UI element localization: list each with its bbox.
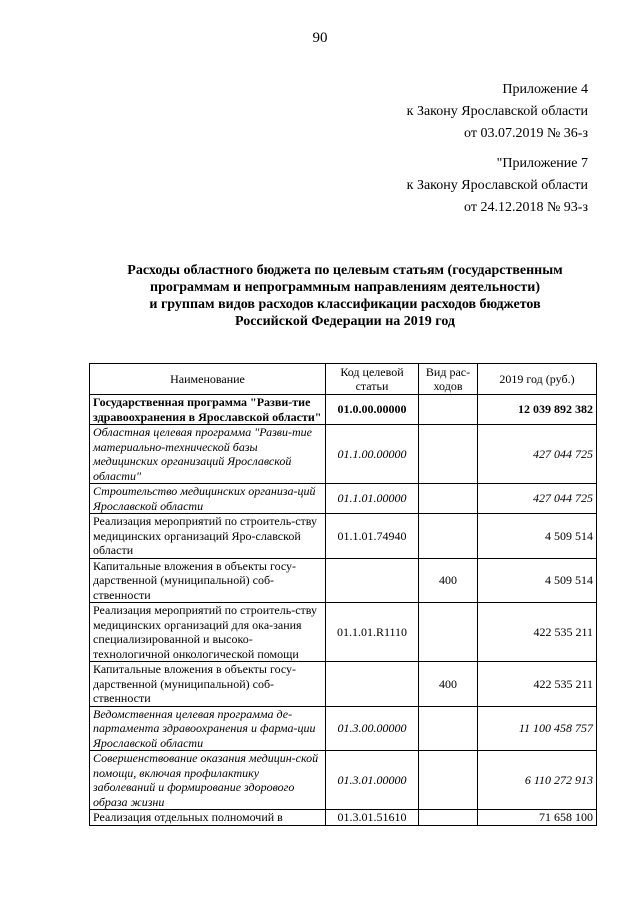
row-name-cell: Реализация отдельных полномочий в — [90, 810, 326, 826]
table-row — [90, 395, 597, 425]
row-kind-cell: 400 — [419, 662, 478, 707]
appendix-law-date: от 24.12.2018 № 93-з — [464, 200, 588, 215]
row-code-cell: 01.1.01.R1110 — [326, 603, 419, 662]
row-kind-cell — [419, 484, 478, 514]
row-kind-cell — [419, 395, 478, 425]
appendix-law-name: к Закону Ярославской области — [406, 178, 588, 193]
page-number: 90 — [312, 30, 328, 46]
table-row — [90, 514, 597, 559]
row-name-cell: Ведомственная целевая программа де-партамента здравоохранения и фарма-ции Ярославской области — [90, 706, 326, 751]
table-row — [90, 810, 597, 826]
row-amount-cell: 427 044 725 — [478, 425, 597, 484]
table-row — [90, 484, 597, 514]
header-code: Код целевой статьи — [326, 364, 419, 395]
appendix-original-reference — [407, 153, 588, 219]
row-amount-cell: 422 535 211 — [478, 603, 597, 662]
header-kind: Вид рас-ходов — [419, 364, 478, 395]
row-kind-cell — [419, 751, 478, 810]
row-code-cell: 01.1.00.00000 — [326, 425, 419, 484]
row-code-cell: 01.1.01.00000 — [326, 484, 419, 514]
row-amount-cell: 4 509 514 — [478, 514, 597, 559]
table-row — [90, 603, 597, 662]
row-code-cell: 01.3.00.00000 — [326, 706, 419, 751]
row-name-cell: Строительство медицинских организа-ций Ярославской области — [90, 484, 326, 514]
title-line: и группам видов расходов классификации расходов бюджетов — [149, 297, 541, 312]
row-amount-cell: 71 658 100 — [478, 810, 597, 826]
appendix-number: Приложение 4 — [502, 82, 588, 97]
row-kind-cell — [419, 603, 478, 662]
title-line: программам и непрограммным направлениям деятельности) — [150, 280, 540, 295]
row-kind-cell — [419, 810, 478, 826]
row-name-cell: Капитальные вложения в объекты госу-дарственной (муниципальной) соб-ственности — [90, 558, 326, 603]
table-row — [90, 558, 597, 603]
row-name-cell: Совершенствование оказания медицин-ской помощи, включая профилактику заболеваний и формирование здорового образа жизни — [90, 751, 326, 810]
title-line: Российской Федерации на 2019 год — [234, 314, 455, 329]
table-row — [90, 662, 597, 707]
title-line: Расходы областного бюджета по целевым статьям (государственным — [127, 263, 563, 278]
row-kind-cell — [419, 514, 478, 559]
row-kind-cell — [419, 425, 478, 484]
table-row — [90, 425, 597, 484]
budget-table — [89, 363, 597, 826]
row-kind-cell — [419, 706, 478, 751]
appendix-current-reference — [407, 79, 588, 145]
row-amount-cell: 427 044 725 — [478, 484, 597, 514]
row-amount-cell: 422 535 211 — [478, 662, 597, 707]
row-code-cell — [326, 558, 419, 603]
row-name-cell: Капитальные вложения в объекты госу-дарственной (муниципальной) соб-ственности — [90, 662, 326, 707]
header-amount: 2019 год (руб.) — [478, 364, 597, 395]
row-code-cell: 01.0.00.00000 — [326, 395, 419, 425]
header-name: Наименование — [90, 364, 326, 395]
appendix-law-date: от 03.07.2019 № 36-з — [464, 126, 588, 141]
row-amount-cell: 11 100 458 757 — [478, 706, 597, 751]
appendix-number: "Приложение 7 — [496, 156, 588, 171]
row-name-cell: Государственная программа "Разви-тие здравоохранения в Ярославской области" — [90, 395, 326, 425]
row-code-cell: 01.3.01.51610 — [326, 810, 419, 826]
appendix-law-name: к Закону Ярославской области — [406, 104, 588, 119]
row-code-cell: 01.1.01.74940 — [326, 514, 419, 559]
table-body — [90, 395, 597, 826]
row-code-cell: 01.3.01.00000 — [326, 751, 419, 810]
row-amount-cell: 12 039 892 382 — [478, 395, 597, 425]
row-name-cell: Реализация мероприятий по строитель-ству медицинских организаций Яро-славской области — [90, 514, 326, 559]
row-name-cell: Областная целевая программа "Разви-тие материально-технической базы медицинских организаций Ярославской области" — [90, 425, 326, 484]
row-code-cell — [326, 662, 419, 707]
row-amount-cell: 4 509 514 — [478, 558, 597, 603]
row-amount-cell: 6 110 272 913 — [478, 751, 597, 810]
row-kind-cell: 400 — [419, 558, 478, 603]
table-header-row — [90, 364, 597, 395]
table-row — [90, 706, 597, 751]
table-row — [90, 751, 597, 810]
row-name-cell: Реализация мероприятий по строитель-ству медицинских организаций для ока-зания специализированной и высоко-технологичной онкологической помощи — [90, 603, 326, 662]
document-title — [70, 262, 620, 330]
